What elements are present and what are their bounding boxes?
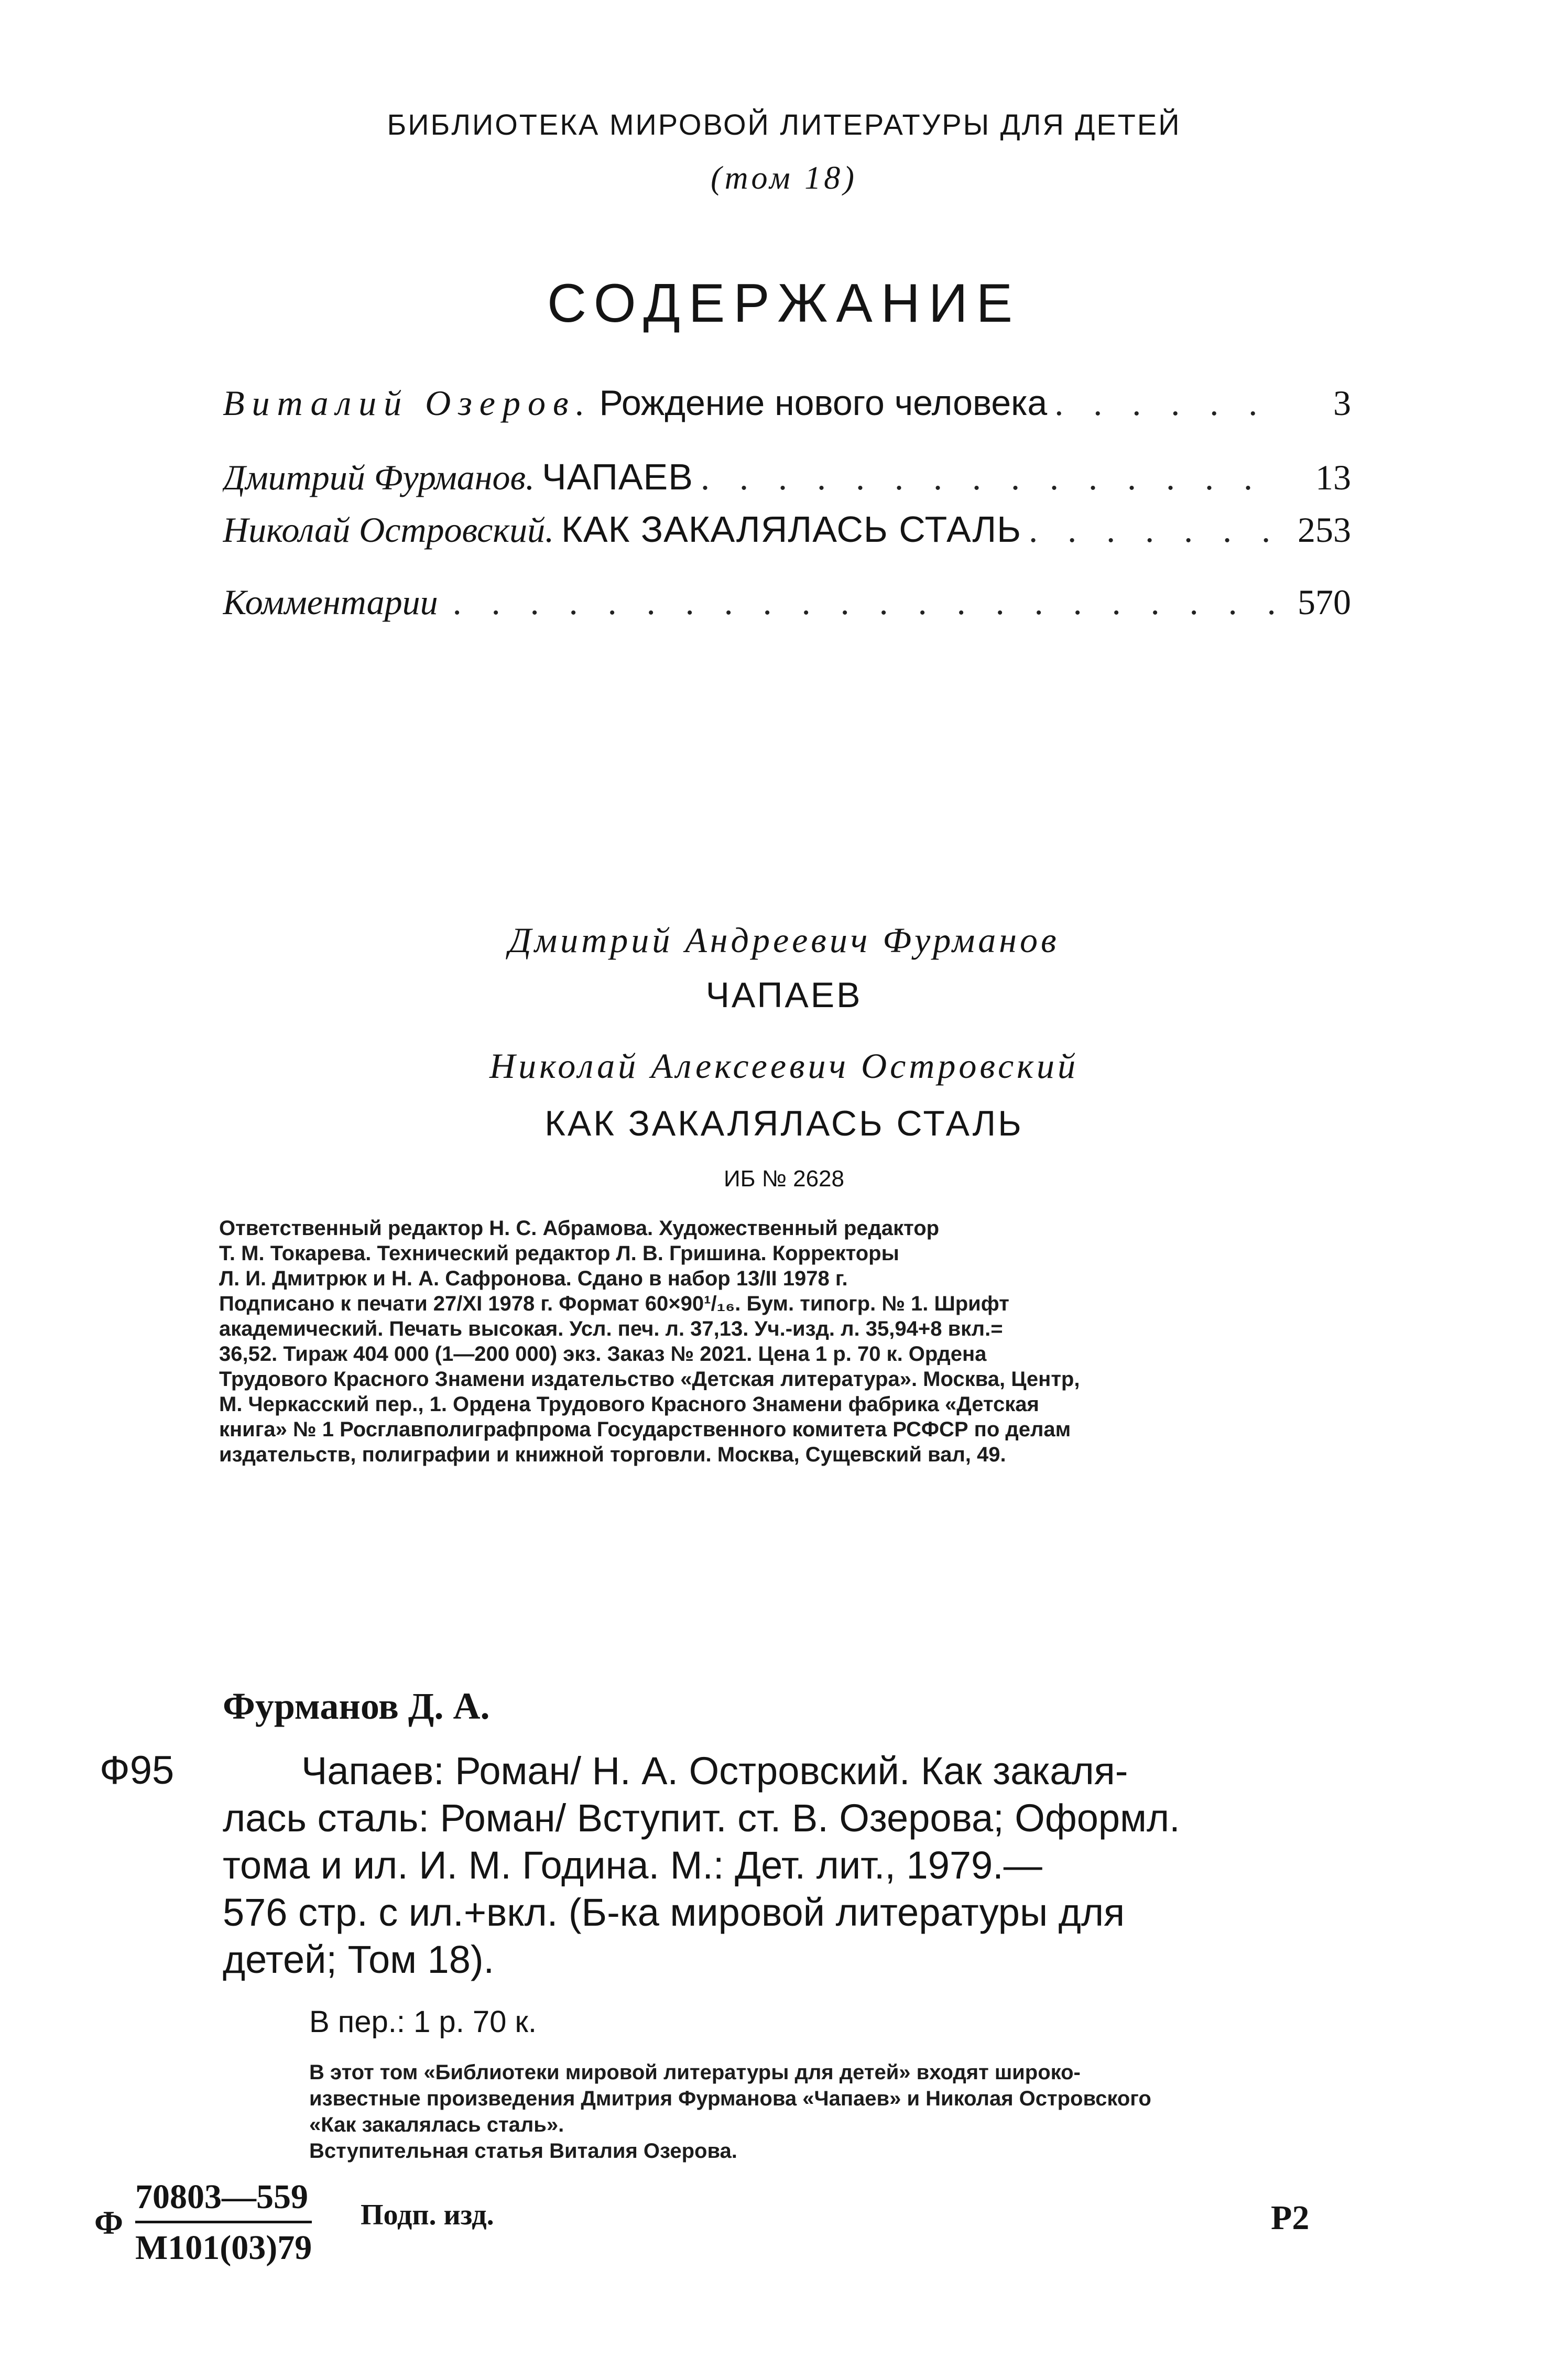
catalog-line: тома и ил. И. М. Година. М.: Дет. лит., 1979.— xyxy=(223,1843,1042,1887)
ib-number: ИБ № 2628 xyxy=(723,1166,845,1192)
toc-entry xyxy=(223,383,1351,435)
catalog-line: Чапаев: Роман/ Н. А. Островский. Как закаля- xyxy=(301,1749,1128,1793)
toc-entry-title: ЧАПАЕВ xyxy=(542,456,693,497)
work-title-2: КАК ЗАКАЛЯЛАСЬ СТАЛЬ xyxy=(545,1104,1023,1143)
toc-entry-title: КАК ЗАКАЛЯЛАСЬ СТАЛЬ xyxy=(561,509,1022,550)
toc-leader-dots xyxy=(445,582,1282,623)
toc-entry-author: Николай Островский. xyxy=(223,510,554,550)
imprint-line: Ответственный редактор Н. С. Абрамова. Художественный редактор xyxy=(219,1217,940,1240)
work-author-2: Николай Алексеевич Островский xyxy=(489,1046,1079,1086)
toc-entry xyxy=(223,456,1351,508)
toc-entry-page: 13 xyxy=(1315,457,1351,497)
annotation-line: известные произведения Дмитрия Фурманова «Чапаев» и Николая Островского xyxy=(309,2087,1151,2110)
footer-index-fraction xyxy=(135,2175,312,2270)
imprint-line: издательств, полиграфии и книжной торговли. Москва, Сущевский вал, 49. xyxy=(219,1443,1006,1466)
toc-entry-author: Дмитрий Фурманов. xyxy=(223,457,535,497)
toc-entry xyxy=(223,508,1351,561)
volume-number: (том 18) xyxy=(711,160,857,196)
imprint-block xyxy=(219,1216,1344,1467)
work-title-1: ЧАПАЕВ xyxy=(705,975,863,1015)
catalog-line: детей; Том 18). xyxy=(223,1938,495,1981)
imprint-line: 36,52. Тираж 404 000 (1—200 000) экз. Заказ № 2021. Цена 1 р. 70 к. Ордена xyxy=(219,1342,987,1366)
imprint-line: книга» № 1 Росглавполиграфпрома Государственного комитета РСФСР по делам xyxy=(219,1418,1071,1441)
catalog-description xyxy=(223,1748,1349,1983)
footer-note: Подп. изд. xyxy=(361,2199,494,2231)
footer-prefix: Ф xyxy=(94,2204,123,2241)
catalog-line: 576 стр. с ил.+вкл. (Б-ка мировой литературы для xyxy=(223,1891,1125,1934)
catalog-price: В пер.: 1 р. 70 к. xyxy=(309,2005,537,2039)
annotation-line: Вступительная статья Виталия Озерова. xyxy=(309,2139,737,2163)
imprint-line: академический. Печать высокая. Усл. печ. л. 37,13. Уч.-изд. л. 35,94+8 вкл.= xyxy=(219,1317,1003,1340)
toc-entry-page: 3 xyxy=(1333,383,1351,423)
work-author-1: Дмитрий Андреевич Фурманов xyxy=(508,920,1060,960)
catalog-author: Фурманов Д. А. xyxy=(223,1685,490,1727)
toc-entry xyxy=(223,582,1351,634)
toc-leader-dots xyxy=(1047,383,1282,424)
footer-numerator: 70803—559 xyxy=(135,2175,312,2223)
annotation-line: В этот том «Библиотеки мировой литературы для детей» входят широко- xyxy=(309,2061,1081,2084)
contents-heading: СОДЕРЖАНИЕ xyxy=(547,273,1021,334)
toc-entry-author: Комментарии xyxy=(223,582,438,622)
toc-entry-page: 253 xyxy=(1298,510,1351,550)
toc-entry-title: Рождение нового человека xyxy=(599,383,1048,423)
footer-code: Р2 xyxy=(1271,2199,1310,2237)
table-of-contents xyxy=(223,383,1351,634)
imprint-line: Трудового Красного Знамени издательство «Детская литература». Москва, Центр, xyxy=(219,1368,1080,1391)
series-title: БИБЛИОТЕКА МИРОВОЙ ЛИТЕРАТУРЫ ДЛЯ ДЕТЕЙ xyxy=(387,108,1181,141)
annotation-block xyxy=(309,2059,1349,2164)
toc-entry-author: Виталий Озеров. xyxy=(223,383,592,423)
toc-leader-dots xyxy=(693,457,1282,498)
toc-entry-page: 570 xyxy=(1298,582,1351,622)
catalog-class-code: Ф95 xyxy=(100,1748,175,1793)
catalog-line: лась сталь: Роман/ Вступит. ст. В. Озерова; Оформл. xyxy=(223,1796,1180,1840)
imprint-line: Т. М. Токарева. Технический редактор Л. В. Гришина. Корректоры xyxy=(219,1242,899,1265)
annotation-line: «Как закалялась сталь». xyxy=(309,2113,564,2136)
footer-denominator: М101(03)79 xyxy=(135,2229,312,2267)
imprint-line: М. Черкасский пер., 1. Ордена Трудового Красного Знамени фабрика «Детская xyxy=(219,1393,1039,1416)
imprint-line: Подписано к печати 27/XI 1978 г. Формат 60×90¹/₁₆. Бум. типогр. № 1. Шрифт xyxy=(219,1292,1009,1315)
imprint-line: Л. И. Дмитрюк и Н. А. Сафронова. Сдано в набор 13/II 1978 г. xyxy=(219,1267,848,1290)
toc-leader-dots xyxy=(1021,509,1282,551)
